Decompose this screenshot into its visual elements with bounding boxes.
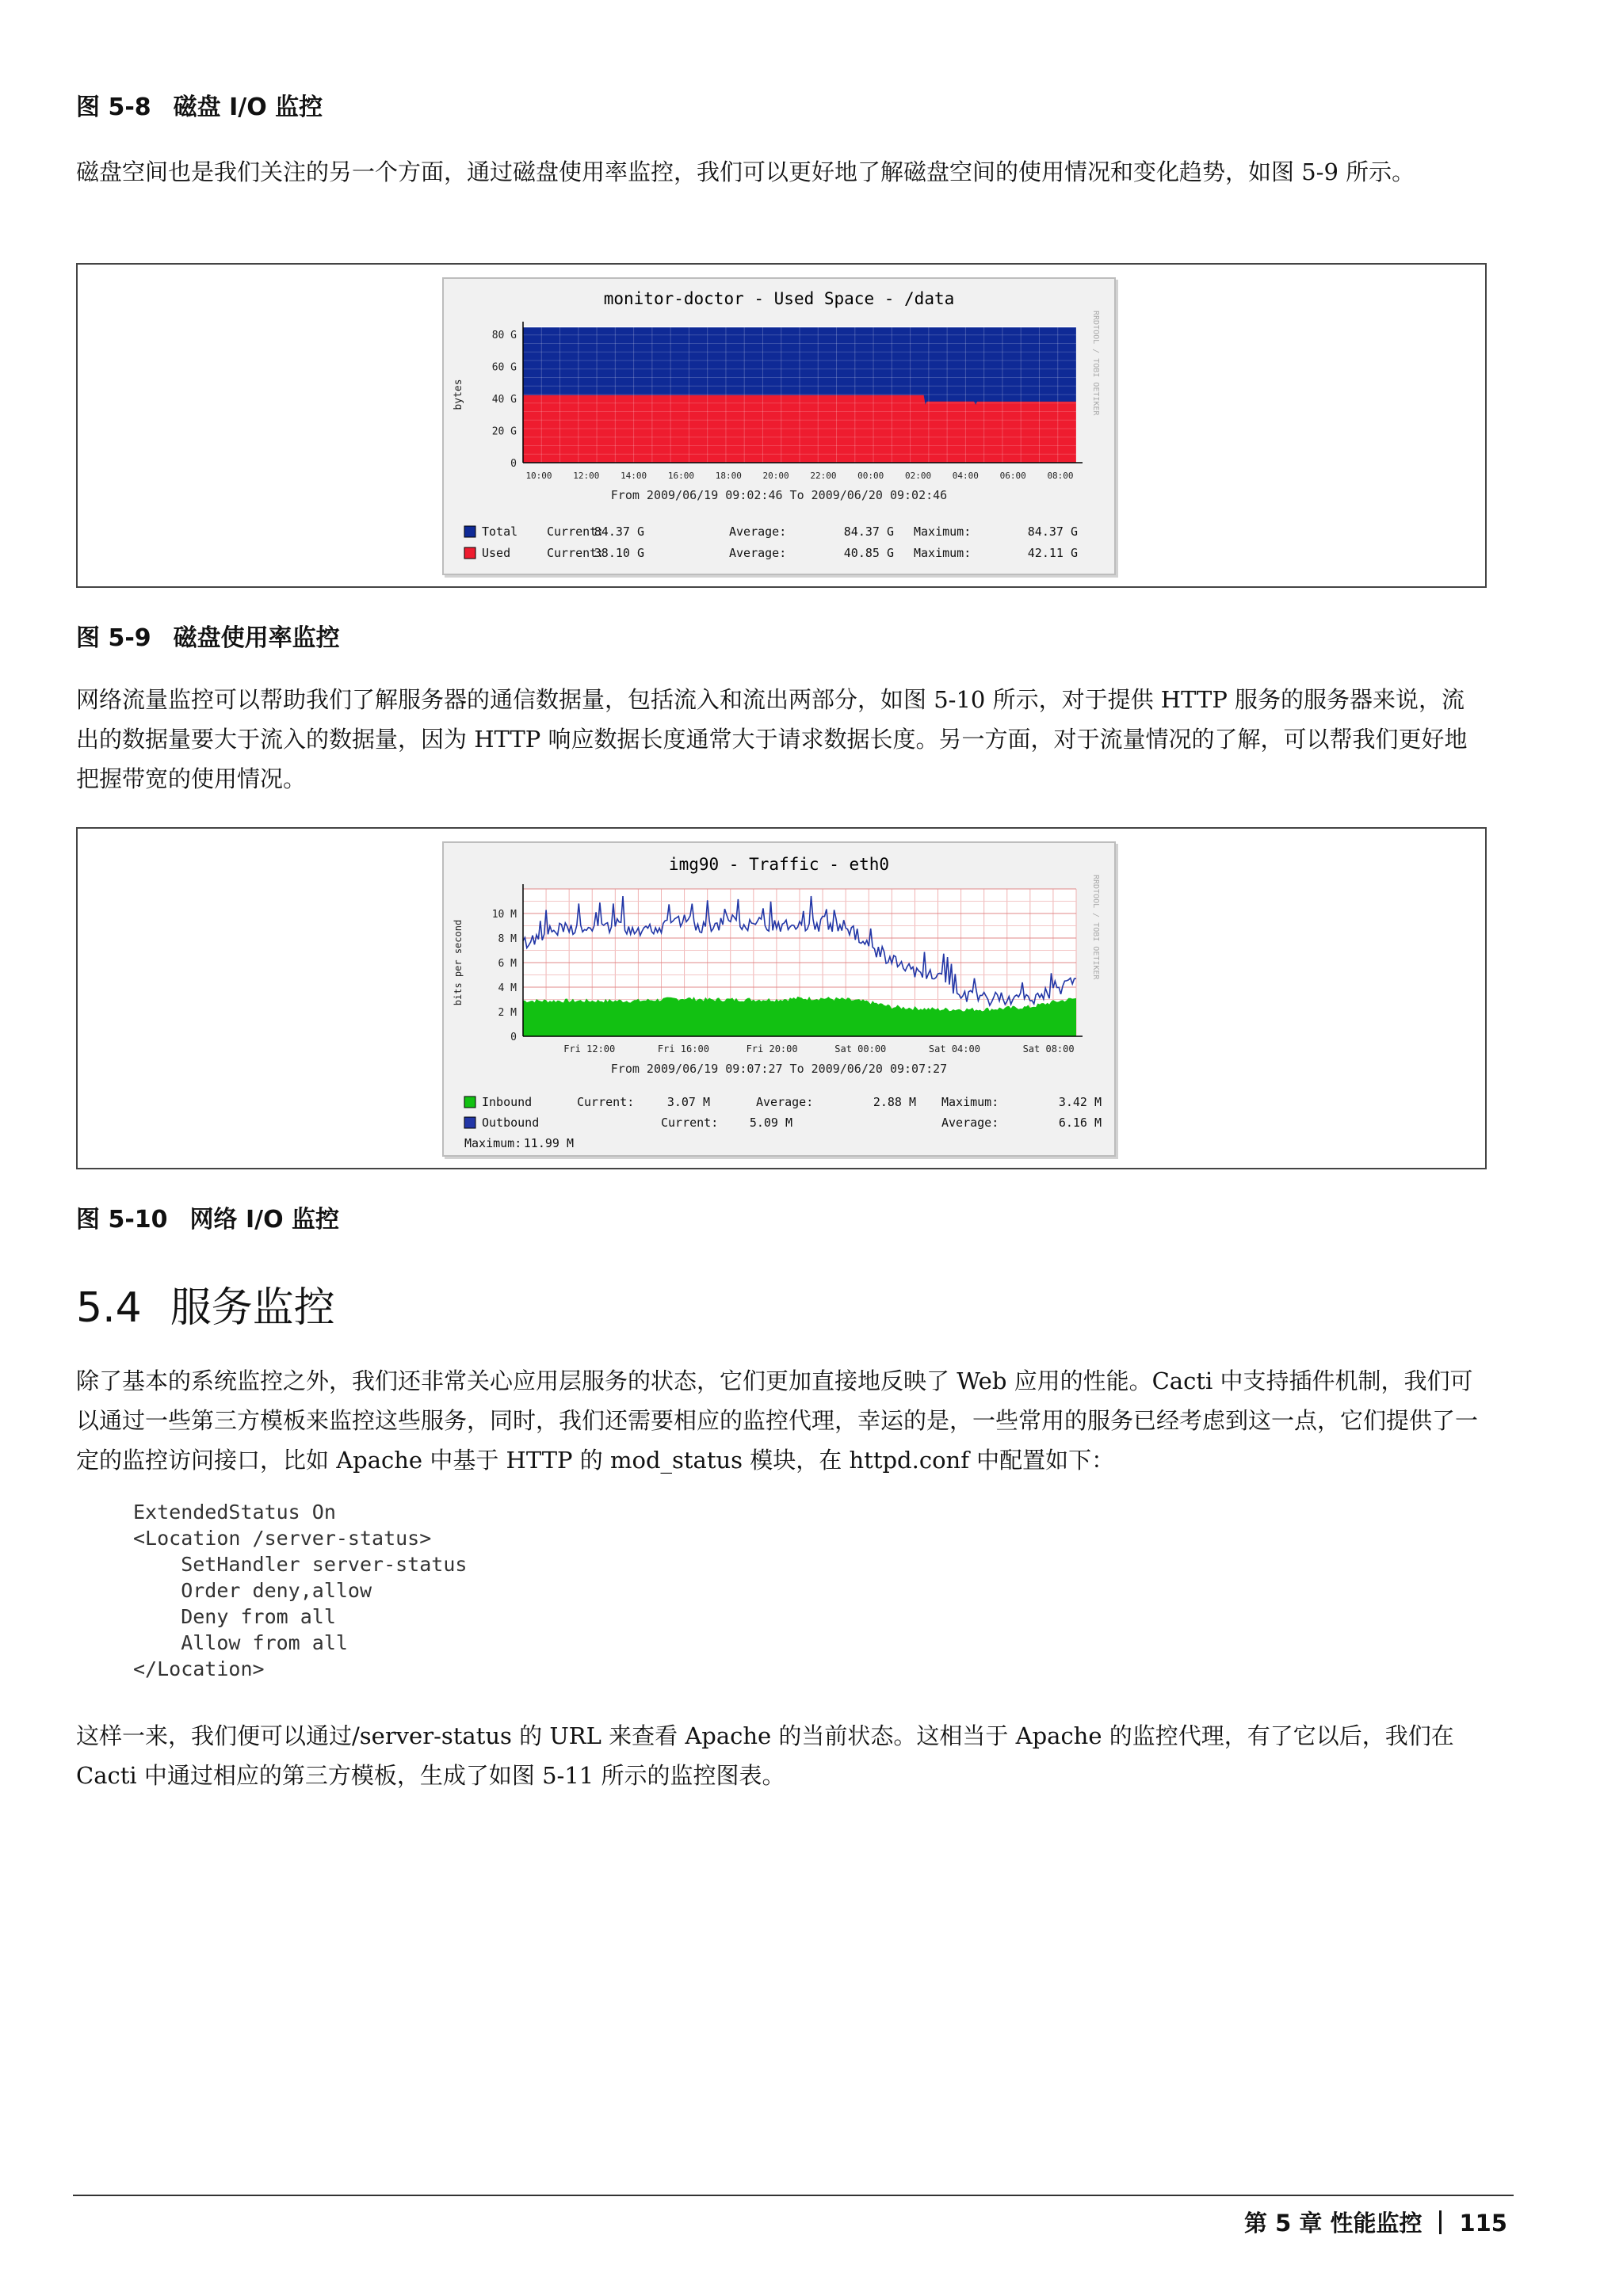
y-tick-label: 20 G (491, 425, 517, 438)
x-tick-label: Sat 00:00 (834, 1043, 887, 1055)
footer-chapter: 第 5 章 性能监控 (1243, 2210, 1423, 2237)
x-tick-label: Sat 08:00 (1022, 1043, 1075, 1055)
figure-caption-5-10 (76, 1199, 339, 1234)
page-number: 115 (1459, 2210, 1507, 2237)
disk-usage-graph (442, 277, 1116, 575)
legend-average-value: 40.85 G (843, 546, 894, 560)
rrdtool-watermark: RRDTOOL / TOBI OETIKER (1091, 311, 1100, 416)
legend-average-value: 6.16 M (1058, 1116, 1102, 1130)
traffic-graph (442, 841, 1116, 1157)
legend-current-value: 5.09 M (749, 1116, 792, 1130)
x-tick-label: 02:00 (904, 471, 932, 481)
figure-box-network-traffic (76, 827, 1487, 1169)
y-tick-label: 4 M (498, 982, 517, 994)
x-tick-label: Fri 20:00 (746, 1043, 798, 1055)
x-tick-label: Fri 12:00 (563, 1043, 616, 1055)
legend-current-label: Current: (547, 524, 605, 539)
y-tick-label: 2 M (498, 1007, 517, 1019)
legend-maximum-value: 3.42 M (1058, 1095, 1102, 1109)
legend-current-label: Current: (577, 1095, 635, 1109)
legend-current-label: Current: (547, 546, 605, 560)
x-tick-label: 08:00 (1047, 471, 1074, 481)
legend-series-name: Total (482, 524, 518, 539)
figure-title: 网络 I/O 监控 (189, 1206, 340, 1234)
figure-caption-5-8 (76, 87, 323, 122)
x-tick-label: Fri 16:00 (657, 1043, 709, 1055)
x-tick-label: 22:00 (810, 471, 837, 481)
y-tick-label: 0 (510, 1032, 517, 1043)
paragraph-network-traffic: 网络流量监控可以帮助我们了解服务器的通信数据量，包括流入和流出两部分，如图 5-10 所示，对于提供 HTTP 服务的服务器来说，流出的数据量要大于流入的数据量，因为 HTTP 响应数据长度通常大于请求数据长度。另一方面，对于流量情况的了解，可以帮我们更好地把握带宽的使用情况。 (76, 686, 1468, 792)
legend-maximum-label: Maximum: (941, 1095, 999, 1109)
legend-average-label: Average: (941, 1116, 999, 1130)
legend-current-label: Current: (661, 1116, 719, 1130)
figure-number: 图 5-9 (76, 624, 151, 652)
figure-caption-5-9 (76, 618, 340, 653)
y-tick-label: 10 M (491, 909, 517, 921)
x-tick-label: 18:00 (715, 471, 742, 481)
legend-average-value: 84.37 G (843, 524, 894, 539)
x-tick-label: 04:00 (952, 471, 979, 481)
chart-title: img90 - Traffic - eth0 (668, 855, 890, 874)
x-tick-label: Sat 04:00 (928, 1043, 980, 1055)
x-tick-label: 12:00 (573, 471, 600, 481)
legend-maximum-label: Maximum: (914, 524, 972, 539)
legend-swatch (464, 526, 475, 537)
paragraph-server-status: 这样一来，我们便可以通过/server-status 的 URL 来查看 Apache 的当前状态。这相当于 Apache 的监控代理，有了它以后，我们在 Cacti 中通过相应的第三方模板，生成了如图 5-11 所示的监控图表。 (76, 1722, 1454, 1789)
disk-usage-chart (444, 279, 1114, 574)
legend-maximum-value: 11.99 M (523, 1136, 574, 1150)
y-axis-label: bits per second (453, 919, 464, 1006)
legend-current-value: 38.10 G (594, 546, 644, 560)
y-axis-label: bytes (453, 379, 464, 410)
x-tick-label: 10:00 (525, 471, 552, 481)
section-number: 5.4 (76, 1284, 142, 1332)
y-tick-label: 40 G (491, 394, 517, 406)
footer-rule (73, 2195, 1514, 2196)
legend-average-label: Average: (729, 524, 787, 539)
legend-maximum-label: Maximum: (464, 1136, 522, 1150)
legend-series-name: Inbound (482, 1095, 533, 1109)
paragraph-disk-space: 磁盘空间也是我们关注的另一个方面，通过磁盘使用率监控，我们可以更好地了解磁盘空间的使用情况和变化趋势，如图 5-9 所示。 (76, 158, 1415, 185)
legend-series-name: Outbound (482, 1116, 540, 1130)
legend-swatch (464, 547, 475, 559)
y-tick-label: 80 G (491, 330, 517, 342)
chart-title: monitor-doctor - Used Space - /data (603, 289, 955, 308)
legend-swatch-inbound (464, 1097, 475, 1108)
legend-current-value: 3.07 M (666, 1095, 710, 1109)
figure-title: 磁盘 I/O 监控 (173, 93, 323, 121)
legend-average-label: Average: (756, 1095, 814, 1109)
figure-title: 磁盘使用率监控 (173, 624, 340, 652)
x-tick-label: 16:00 (667, 471, 695, 481)
x-tick-label: 14:00 (621, 471, 647, 481)
rrdtool-watermark: RRDTOOL / TOBI OETIKER (1091, 875, 1100, 980)
x-tick-label: 20:00 (762, 471, 789, 481)
y-tick-label: 0 (510, 458, 517, 470)
traffic-chart (444, 843, 1114, 1155)
x-tick-label: 06:00 (999, 471, 1026, 481)
page-footer (1244, 2206, 1507, 2238)
figure-number: 图 5-8 (76, 93, 151, 121)
legend-current-value: 84.37 G (594, 524, 644, 539)
x-tick-label: 00:00 (857, 471, 884, 481)
section-heading (76, 1274, 335, 1333)
y-tick-label: 60 G (491, 361, 517, 374)
legend-series-name: Used (482, 546, 511, 560)
footer-separator (1439, 2210, 1442, 2234)
chart-subtitle: From 2009/06/19 09:07:27 To 2009/06/20 09:07:27 (610, 1062, 948, 1076)
chart-subtitle: From 2009/06/19 09:02:46 To 2009/06/20 09:02:46 (610, 488, 948, 502)
figure-box-disk-usage (76, 263, 1487, 588)
paragraph-service-monitoring: 除了基本的系统监控之外，我们还非常关心应用层服务的状态，它们更加直接地反映了 Web 应用的性能。Cacti 中支持插件机制，我们可以通过一些第三方模板来监控这些服务，同时，我们还需要相应的监控代理，幸运的是，一些常用的服务已经考虑到这一点，它们提供了一定的监控访问接口，比如 Apache 中基于 HTTP 的 mod_status 模块，在 httpd.conf 中配置如下： (76, 1367, 1479, 1474)
figure-number: 图 5-10 (76, 1206, 168, 1234)
legend-maximum-value: 42.11 G (1027, 546, 1078, 560)
legend-maximum-value: 84.37 G (1027, 524, 1078, 539)
legend-maximum-label: Maximum: (914, 546, 972, 560)
legend-average-value: 2.88 M (873, 1095, 916, 1109)
section-title: 服务监控 (170, 1284, 335, 1332)
y-tick-label: 8 M (498, 933, 517, 945)
legend-average-label: Average: (729, 546, 787, 560)
y-tick-label: 6 M (498, 958, 517, 970)
legend-swatch-outbound (464, 1117, 475, 1128)
code-block-httpd-conf: ExtendedStatus On <Location /server-status> SetHandler server-status Order deny,allow Deny from all Allow from all </Location> (133, 1501, 468, 1680)
